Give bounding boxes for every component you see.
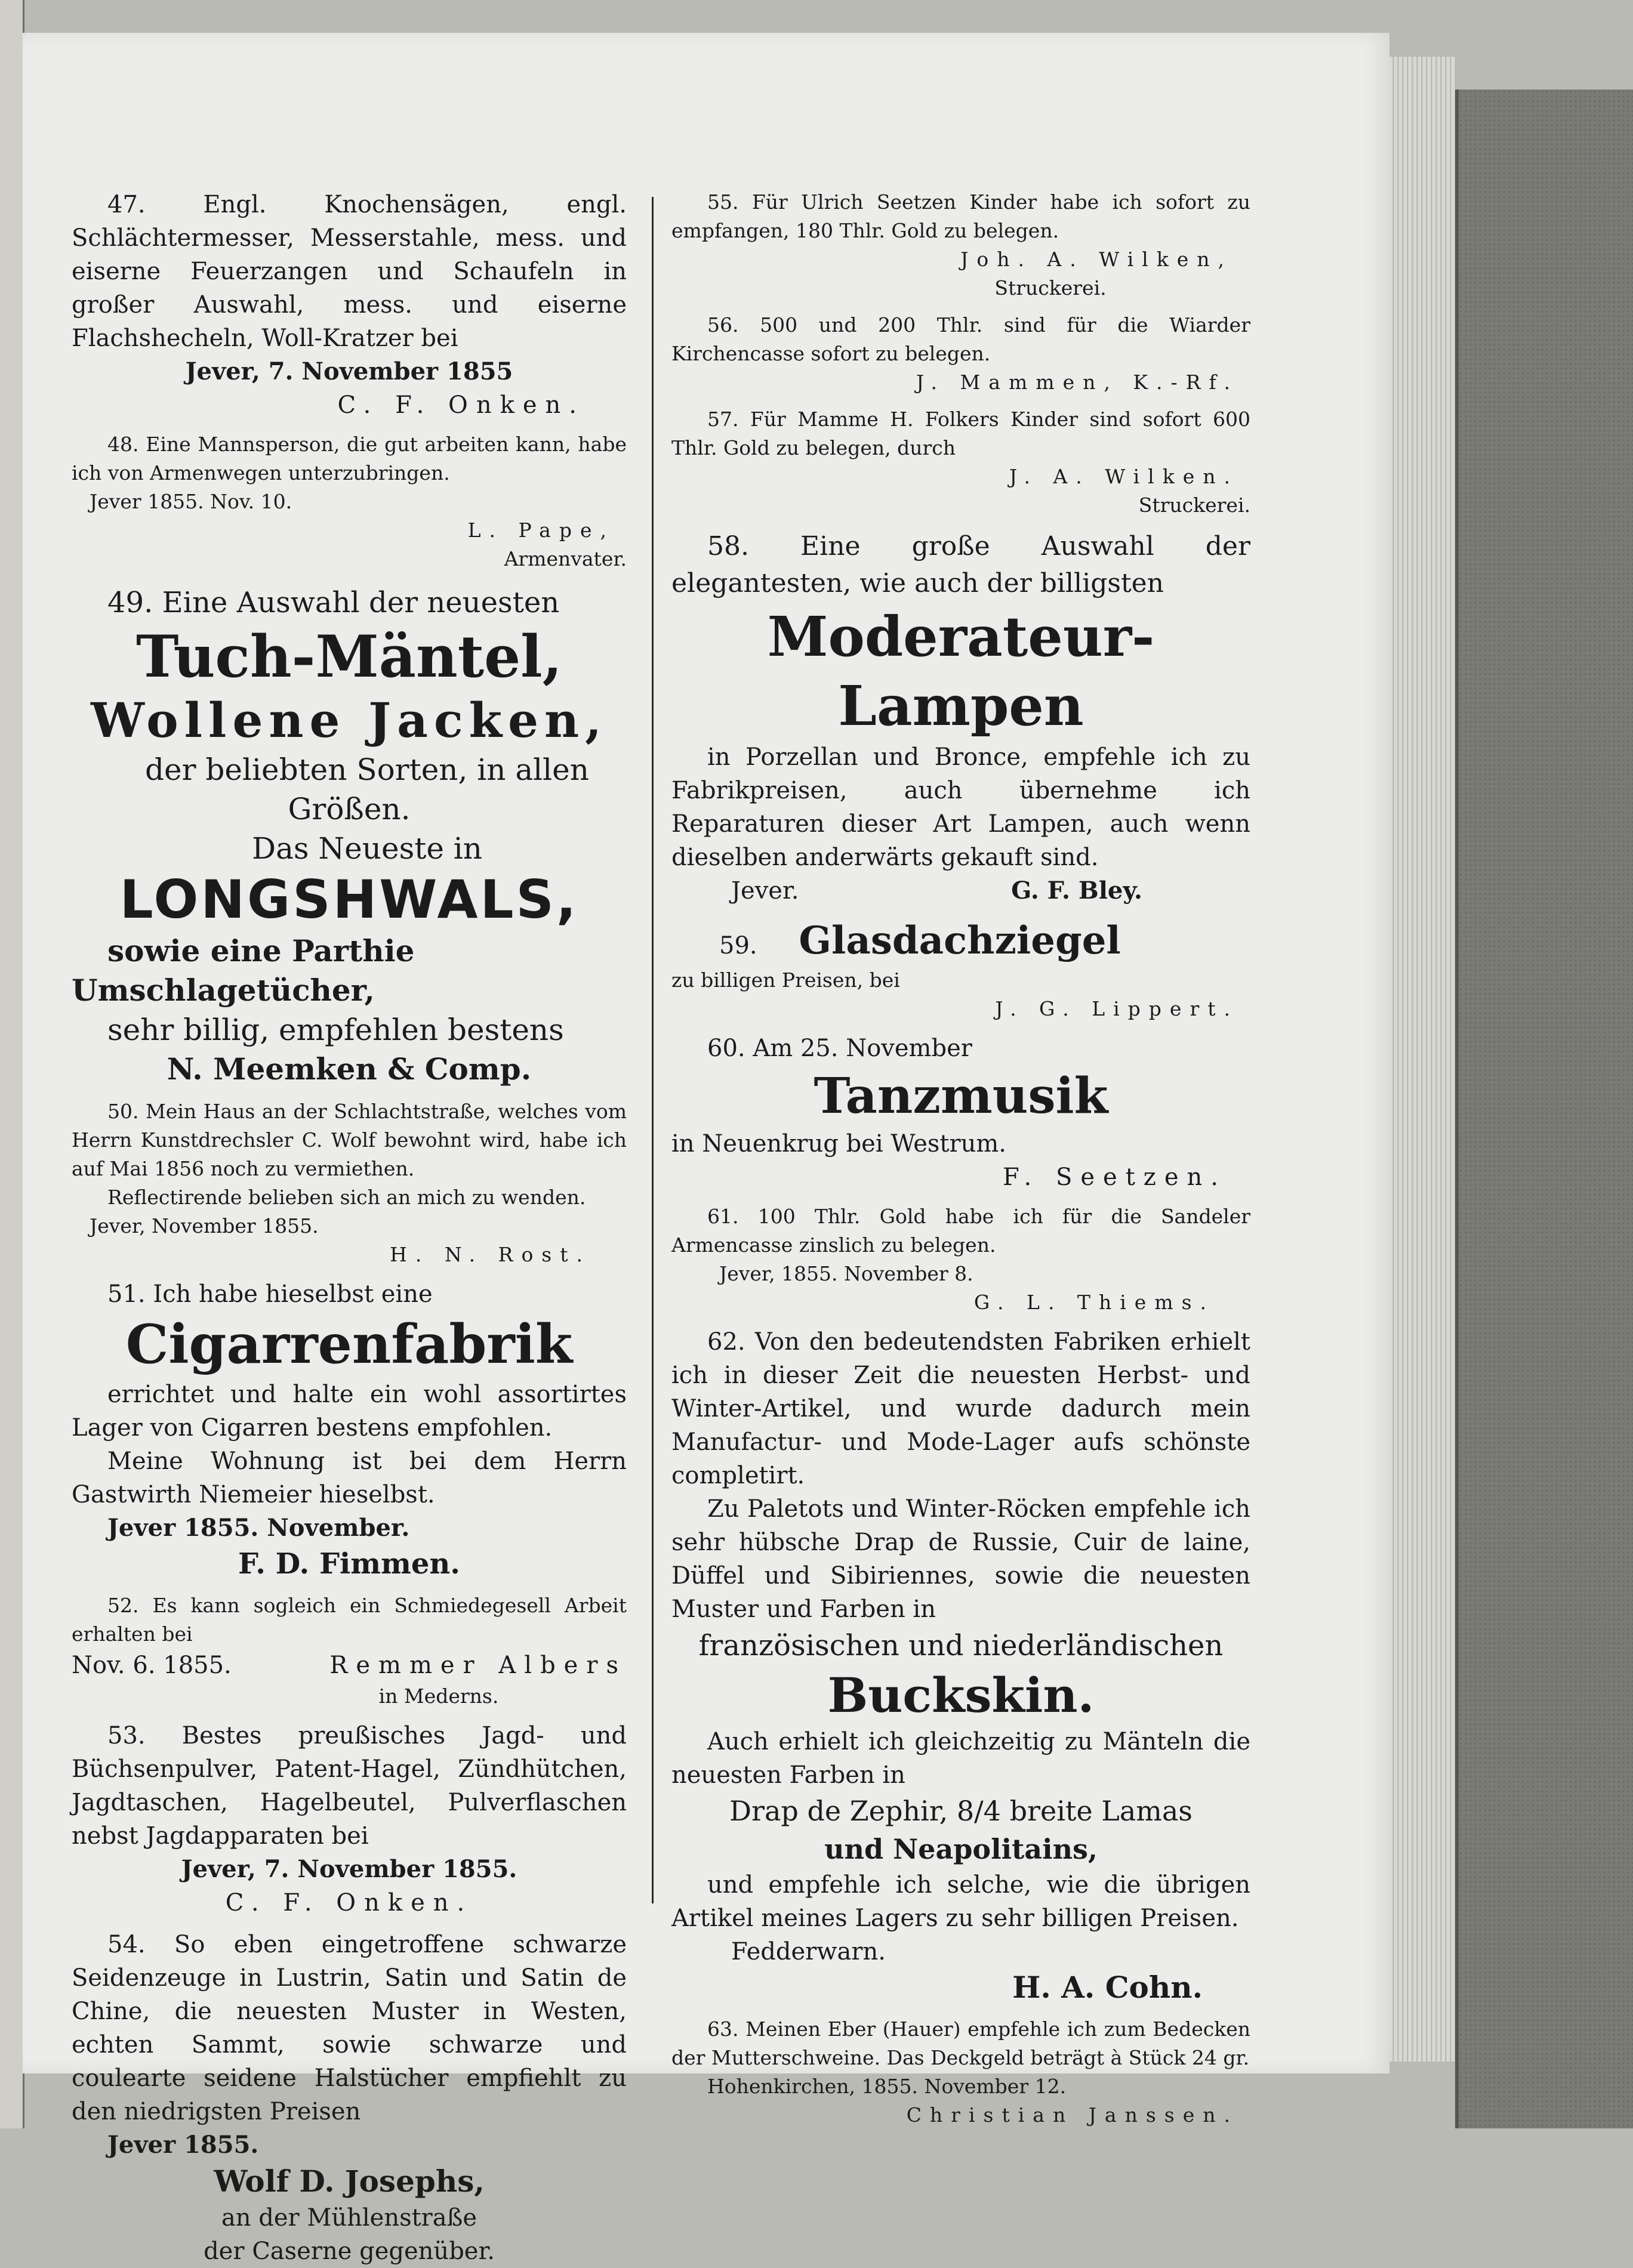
- ad-date: Jever 1855.: [107, 2131, 259, 2159]
- ad-text: und empfehle ich selche, wie die übrigen Artikel meines Lagers zu sehr billigen Preisen.: [671, 1871, 1250, 1932]
- ad-role: Struckerei.: [1138, 493, 1250, 517]
- left-column: [72, 188, 627, 2268]
- ad-line: französischen und niederländischen: [698, 1629, 1224, 1662]
- ad-57: [671, 405, 1250, 520]
- ad-signature: L. Pape,: [467, 519, 615, 542]
- ad-signature: F. Seetzen.: [1003, 1164, 1227, 1191]
- ad-signature: F. D. Fimmen.: [238, 1547, 461, 1581]
- ad-signature: H. N. Rost.: [390, 1243, 591, 1266]
- ad-headline-cigar-factory: Cigarrenfabrik: [125, 1313, 573, 1376]
- ad-headline-jackets: Wollene Jacken,: [90, 692, 608, 748]
- ad-signature: J. G. Lippert.: [995, 997, 1238, 1020]
- ad-text: 48. Eine Mannsperson, die gut arbeiten kann, habe ich von Armenwegen unterzubringen.: [72, 433, 627, 485]
- ad-date: Jever, 1855. November 8.: [719, 1262, 973, 1285]
- ad-headline-lamps: Moderateur-Lampen: [767, 604, 1155, 738]
- ad-51: [72, 1278, 627, 1583]
- ad-text: 62. Von den bedeutendsten Fabriken erhielt ich in dieser Zeit die neuesten Herbst- und Winter-Artikel, und wurde dadurch mein Manufactur- und Mode-Lager aufs schönste completirt.: [671, 1328, 1250, 1489]
- ad-58: [671, 528, 1250, 908]
- ad-text: errichtet und halte ein wohl assortirtes Lager von Cigarren bestens empfohlen.: [72, 1381, 627, 1442]
- ad-signature: H. A. Cohn.: [1012, 1970, 1203, 2005]
- ad-59: [671, 916, 1250, 1023]
- ad-signature: G. F. Bley.: [1011, 877, 1142, 905]
- ad-49: [72, 582, 627, 1089]
- ad-line: der beliebten Sorten, in allen Größen.: [145, 752, 589, 826]
- ad-intro: 58. Eine große Auswahl der elegantesten, wie auch der billigsten: [671, 531, 1250, 598]
- ad-number: 59.: [719, 932, 757, 959]
- ad-text: 56. 500 und 200 Thlr. sind für die Wiarder Kirchencasse sofort zu belegen.: [671, 313, 1250, 365]
- ad-place: in Mederns.: [378, 1684, 499, 1708]
- ad-signature: Joh. A. Wilken,: [960, 248, 1233, 271]
- book-cover: [1455, 90, 1633, 2128]
- ad-role: Struckerei.: [994, 276, 1107, 300]
- ad-63: [671, 2015, 1250, 2130]
- ad-61: [671, 1202, 1250, 1317]
- ad-date: Hohenkirchen, 1855. November 12.: [707, 2075, 1067, 2098]
- ad-60: [671, 1032, 1250, 1194]
- ad-54: [72, 1928, 627, 2268]
- ad-intro: 49. Eine Auswahl der neuesten: [107, 586, 560, 619]
- ad-place: Fedderwarn.: [731, 1938, 886, 1965]
- ad-text: 54. So eben eingetroffene schwarze Seidenzeuge in Lustrin, Satin und Satin de Chine, die neuesten Muster in Westen, echten Sammt, sowie schwarze und coulearte seidene Halstücher empfiehlt zu den niedrigsten Preisen: [72, 1931, 627, 2125]
- ad-place-date: Jever, 7. November 1855.: [181, 1855, 517, 1883]
- ad-signature: Christian Janssen.: [906, 2103, 1238, 2127]
- ad-text: Auch erhielt ich gleichzeitig zu Mänteln die neuesten Farben in: [671, 1728, 1250, 1789]
- ad-line: sehr billig, empfehlen bestens: [107, 1013, 564, 1047]
- ad-intro: 51. Ich habe hieselbst eine: [107, 1280, 433, 1308]
- ad-headline-dance-music: Tanzmusik: [814, 1067, 1108, 1125]
- ad-date: Jever 1855. November.: [107, 1514, 410, 1542]
- ad-text: 47. Engl. Knochensägen, engl. Schlächtermesser, Messerstahle, mess. und eiserne Feuerzangen und Schaufeln in großer Auswahl, mess. und eiserne Flachshecheln, Woll-Kratzer bei: [72, 191, 627, 352]
- ad-62: [671, 1325, 1250, 2007]
- ad-53: [72, 1719, 627, 1920]
- ad-date: Jever 1855. Nov. 10.: [90, 490, 292, 513]
- ad-line: Das Neueste in: [251, 831, 482, 866]
- ad-headline-buckskin: Buckskin.: [827, 1667, 1095, 1723]
- ad-47: [72, 188, 627, 422]
- ad-signature: J. Mammen, K.-Rf.: [916, 371, 1238, 394]
- ad-line: Drap de Zephir, 8/4 breite Lamas: [729, 1795, 1193, 1827]
- ad-place-date: Jever, 7. November 1855: [185, 357, 513, 385]
- ad-signature: Wolf D. Josephs,: [214, 2164, 485, 2199]
- ad-date: Nov. 6. 1855.: [72, 1652, 232, 1679]
- ad-intro: 60. Am 25. November: [707, 1035, 972, 1062]
- ad-text: in Porzellan und Bronce, empfehle ich zu Fabrikpreisen, auch übernehme ich Reparaturen dieser Art Lampen, auch wenn dieselben anderwärts gekauft sind.: [671, 743, 1250, 871]
- ad-text: 55. Für Ulrich Seetzen Kinder habe ich sofort zu empfangen, 180 Thlr. Gold zu belegen.: [671, 190, 1250, 242]
- ad-text: Meine Wohnung ist bei dem Herrn Gastwirth Niemeier hieselbst.: [72, 1448, 627, 1508]
- ad-text: in Neuenkrug bei Westrum.: [671, 1130, 1007, 1158]
- ad-signature: C. F. Onken.: [225, 1889, 473, 1917]
- ad-text: 61. 100 Thlr. Gold habe ich für die Sandeler Armencasse zinslich zu belegen.: [671, 1205, 1250, 1257]
- left-page-edge: [0, 0, 24, 2128]
- ad-text: 52. Es kann sogleich ein Schmiedegesell Arbeit erhalten bei: [72, 1594, 627, 1646]
- ad-line: und Neapolitains,: [824, 1833, 1098, 1865]
- ad-55: [671, 188, 1250, 303]
- ad-headline-glass-tiles: Glasdachziegel: [799, 918, 1121, 963]
- ad-address: an der Mühlenstraße: [221, 2204, 477, 2232]
- right-column: [671, 188, 1250, 2130]
- ad-date: Jever, November 1855.: [90, 1214, 319, 1238]
- ad-place: Jever.: [731, 877, 799, 905]
- ad-text: zu billigen Preisen, bei: [671, 968, 900, 992]
- ad-signature: Remmer Albers: [329, 1652, 627, 1679]
- ad-text: 53. Bestes preußisches Jagd- und Büchsenpulver, Patent-Hagel, Zündhütchen, Jagdtaschen, Hagelbeutel, Pulverflaschen nebst Jagdapparaten bei: [72, 1722, 627, 1850]
- ad-address: der Caserne gegenüber.: [204, 2238, 495, 2265]
- ad-signature: J. A. Wilken.: [1009, 465, 1238, 488]
- ad-50: [72, 1097, 627, 1269]
- ad-signature: G. L. Thiems.: [973, 1291, 1215, 1314]
- ad-signature: C. F. Onken.: [337, 391, 585, 419]
- page-stack-edges: [1389, 57, 1455, 2062]
- ad-48: [72, 430, 627, 573]
- ad-text: Zu Paletots und Winter-Röcken empfehle ich sehr hübsche Drap de Russie, Cuir de laine, Düffel und Sibiriennes, sowie die neuesten Muster und Farben in: [671, 1495, 1250, 1623]
- column-rule: [652, 197, 654, 1903]
- ad-text: Reflectirende belieben sich an mich zu wenden.: [107, 1186, 586, 1209]
- ad-text: 57. Für Mamme H. Folkers Kinder sind sofort 600 Thlr. Gold zu belegen, durch: [671, 408, 1250, 459]
- ad-56: [671, 311, 1250, 397]
- ad-role: Armenvater.: [504, 547, 627, 570]
- ad-headline-coats: Tuch-Mäntel,: [135, 623, 563, 690]
- ad-52: [72, 1591, 627, 1711]
- ad-signature: N. Meemken & Comp.: [167, 1051, 532, 1087]
- ad-line: sowie eine Parthie Umschlagetücher,: [72, 933, 415, 1008]
- ad-headline-longshwals: LONGSHWALS,: [119, 869, 579, 930]
- ad-text: 63. Meinen Eber (Hauer) empfehle ich zum Bedecken der Mutterschweine. Das Deckgeld beträgt à Stück 24 gr.: [671, 2017, 1250, 2069]
- ad-text: 50. Mein Haus an der Schlachtstraße, welches vom Herrn Kunstdrechsler C. Wolf bewohnt wird, habe ich auf Mai 1856 noch zu vermiethen.: [72, 1100, 627, 1180]
